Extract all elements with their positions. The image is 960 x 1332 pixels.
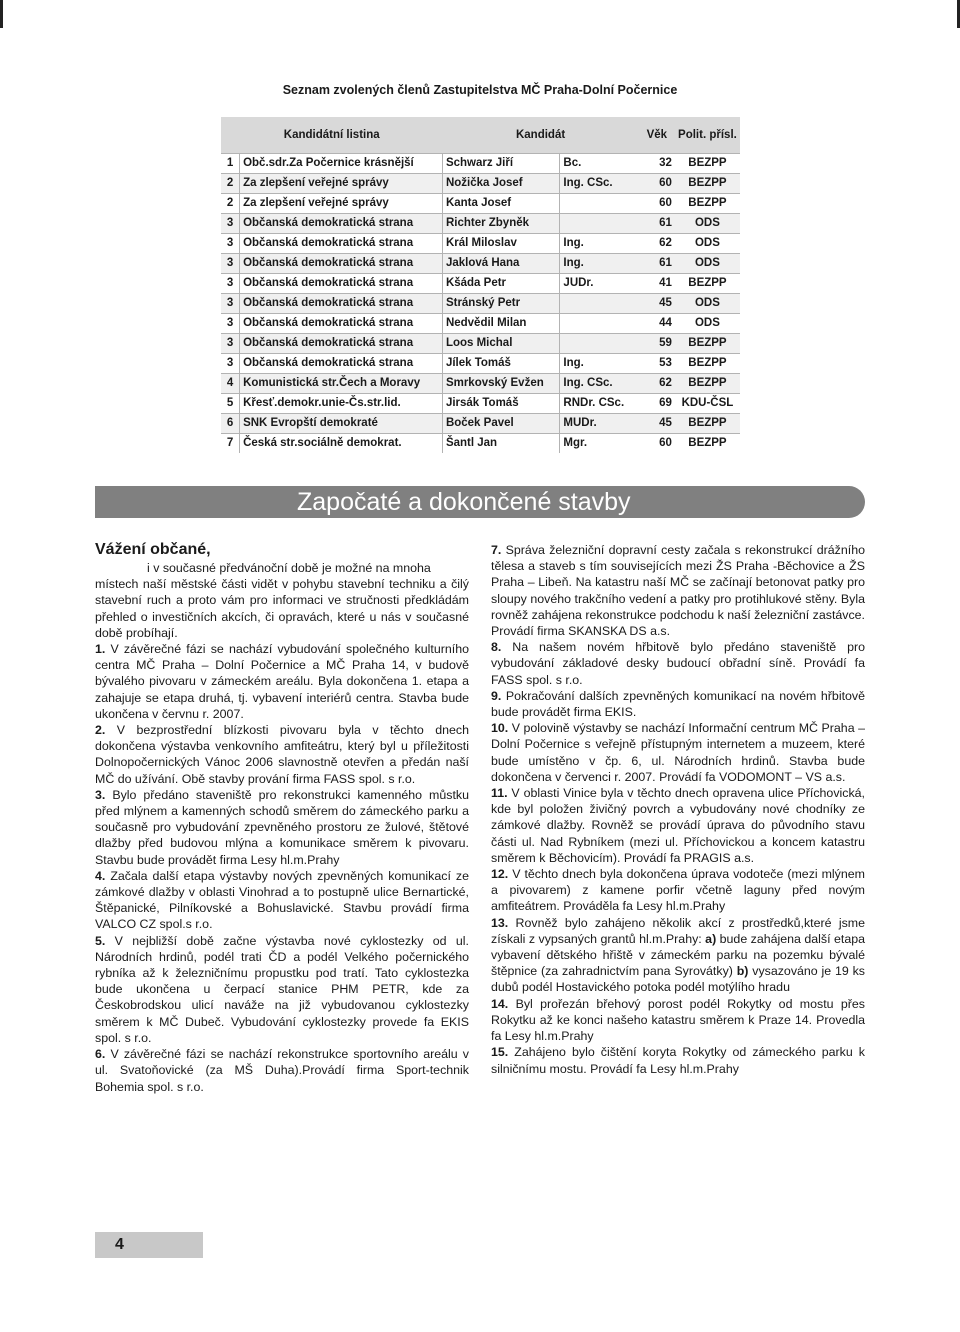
row-name: Jílek Tomáš <box>442 354 559 374</box>
item-number: 7. <box>491 543 502 557</box>
row-age: 59 <box>639 334 675 354</box>
item-text: Byl prořezán břehový porost podél Rokytky od mostu přes Rokytku až ke konci našeho katastru směrem k Praze 14. Provedla fa Lesy hl.m.Prahy <box>491 996 865 1044</box>
item-text: Začala další etapa výstavby nových zpevněných komunikací ze zámkové dlažby v oblasti Vinohrad a to postupně ulice Bernartické, Štěpanické, Pilníkovské a Bohuslavické. Stavbu provádí firma VALCO CZ spol.s r.o. <box>95 868 469 932</box>
item-number: 3. <box>95 787 106 802</box>
row-number: 4 <box>221 374 240 394</box>
row-age: 61 <box>639 214 675 234</box>
row-age: 61 <box>639 254 675 274</box>
row-party: ODS <box>675 314 740 334</box>
row-party: ODS <box>675 294 740 314</box>
row-age: 53 <box>639 354 675 374</box>
table-row <box>221 394 740 414</box>
row-number: 3 <box>221 314 240 334</box>
row-name: Smrkovský Evžen <box>442 374 559 394</box>
row-list: Za zlepšení veřejné správy <box>240 194 443 214</box>
article-item <box>491 1044 865 1076</box>
row-name: Kanta Josef <box>442 194 559 214</box>
table-row <box>221 414 740 434</box>
row-title <box>560 194 639 214</box>
row-name: Boček Pavel <box>442 414 559 434</box>
article-item <box>95 933 469 1046</box>
row-party: ODS <box>675 234 740 254</box>
row-name: Kšáda Petr <box>442 274 559 294</box>
row-party: BEZPP <box>675 414 740 434</box>
header-party: Polit. přísl. <box>675 117 740 154</box>
section-banner <box>95 486 865 518</box>
table-row <box>221 254 740 274</box>
greeting: Vážení občané, <box>95 541 211 558</box>
article-item <box>95 1046 469 1095</box>
table-row <box>221 374 740 394</box>
table-row <box>221 234 740 254</box>
item-number: 14. <box>491 996 509 1011</box>
row-party: BEZPP <box>675 374 740 394</box>
table-body <box>221 154 740 454</box>
row-name: Stránský Petr <box>442 294 559 314</box>
header-candidate: Kandidát <box>442 117 638 154</box>
row-name: Jaklová Hana <box>442 254 559 274</box>
item-text: Na našem novém hřbitově bylo předáno staveniště pro vybudování základové desky budoucí obřadní síně. Provádí fa FASS spol. s r.o. <box>491 640 865 687</box>
row-number: 7 <box>221 434 240 454</box>
table-row <box>221 194 740 214</box>
item-number: 5. <box>95 933 106 948</box>
row-party: BEZPP <box>675 354 740 374</box>
row-party: BEZPP <box>675 274 740 294</box>
row-name: Jirsák Tomáš <box>442 394 559 414</box>
item-text: V bezprostřední blízkosti pivovaru byla v těchto dnech dokončena výstavba venkovního amfiteátru, který byl u příležitosti Dolnopočernických Vánoc 2006 slavnostně otevřen a předán naší MČ do užívání. Obě stavby prování firma FASS spol. s r.o. <box>95 723 469 786</box>
article-item <box>491 639 865 688</box>
item-text: V závěrečné fázi se nachází rekonstrukce sportovního areálu v ul. Svatoňovické (za MŠ Duha).Provádí firma Sport-technik Bohemia spol. s r.o. <box>95 1047 469 1094</box>
item-text: V oblasti Vinice byla v těchto dnech opravena ulice Příchovická, kde byl položen živičný povrch a vybudovány nové chodníky ze zámkové dlažby. Rovněž se provádí úprava do původního stavu části ul. Nad Rybníkem (mezi ul. Příchovickou a koncem katastru směrem k Běchovicím). Provádí fa PRAGIS a.s. <box>491 786 865 865</box>
table-row <box>221 274 740 294</box>
row-party: BEZPP <box>675 154 740 174</box>
row-number: 3 <box>221 234 240 254</box>
row-age: 41 <box>639 274 675 294</box>
left-column <box>95 540 469 1095</box>
row-list: Občanská demokratická strana <box>240 214 443 234</box>
item-number: 10. <box>491 721 509 736</box>
row-name: Nožička Josef <box>442 174 559 194</box>
row-party: KDU-ČSL <box>675 394 740 414</box>
row-party: ODS <box>675 214 740 234</box>
row-party: ODS <box>675 254 740 274</box>
row-title: Mgr. <box>560 434 639 454</box>
article-item <box>491 866 865 915</box>
table-row <box>221 294 740 314</box>
header-list: Kandidátní listina <box>221 117 442 154</box>
row-name: Šantl Jan <box>442 434 559 454</box>
table-row <box>221 214 740 234</box>
item-text: V závěrečné fázi se nachází vybudování společného kulturního centra MČ Praha – Dolní Počernice a MČ Praha 14, v budově bývalého pivovaru v zámeckém areálu. Byla dokončena 1. etapa a zahajuje se etapa druhá, tj. vybavení interiérů centra. Stavba bude ukončena v červnu r. 2007. <box>95 642 469 721</box>
row-number: 3 <box>221 274 240 294</box>
row-name: Král Miloslav <box>442 234 559 254</box>
row-age: 62 <box>639 234 675 254</box>
article-item <box>491 720 865 785</box>
article-item <box>491 915 865 996</box>
row-title: Bc. <box>560 154 639 174</box>
row-number: 3 <box>221 354 240 374</box>
row-list: SNK Evropští demokraté <box>240 414 443 434</box>
right-column <box>491 542 865 1077</box>
article-item <box>491 542 865 639</box>
item-text: Správa železniční dopravní cesty začala s rekonstrukcí drážního tělesa a staveb s tím souvisejících mezi ŽS Praha -Běchovice a ŽS Praha – Libeň. Na katastru naší MČ se začínají betonovat patky pro sloupy nového trakčního vedení a patky pro protihlukové stěny. Byla rovněž zahájena rekonstrukce podchodu k naší železniční zastávce. Provádí firma SKANSKA DS a.s. <box>491 543 865 639</box>
row-title <box>560 334 639 354</box>
item-number: 2. <box>95 723 106 738</box>
item-number: 13. <box>491 915 509 930</box>
row-name: Nedvědil Milan <box>442 314 559 334</box>
row-title: JUDr. <box>560 274 639 294</box>
section-heading: Započaté a dokončené stavby <box>297 488 631 516</box>
table-row <box>221 174 740 194</box>
row-title: MUDr. <box>560 414 639 434</box>
article-item <box>491 688 865 720</box>
row-party: BEZPP <box>675 174 740 194</box>
document-title: Seznam zvolených členů Zastupitelstva MČ Praha-Dolní Počernice <box>282 83 678 97</box>
row-number: 3 <box>221 214 240 234</box>
item-sub-text: vysazováno je 19 ks dubů podél Hostavického potoka podél motýlího hradu <box>491 964 865 995</box>
table-row <box>221 314 740 334</box>
row-age: 60 <box>639 174 675 194</box>
row-title: Ing. CSc. <box>560 374 639 394</box>
row-list: Občanská demokratická strana <box>240 314 443 334</box>
row-list: Křesť.demokr.unie-Čs.str.lid. <box>240 394 443 414</box>
table-row <box>221 434 740 454</box>
row-title: Ing. <box>560 234 639 254</box>
item-text: Pokračování dalších zpevněných komunikací na novém hřbitově bude provádět firma EKIS. <box>491 688 865 720</box>
row-list: Občanská demokratická strana <box>240 274 443 294</box>
item-text: V těchto dnech byla dokončena úprava vodoteče (mezi mlýnem a pivovarem) z kamene porfir včetně laguny před novým amfiteátrem. Prováděla fa Lesy hl.m.Prahy <box>491 867 865 914</box>
page-number-box <box>95 1232 203 1258</box>
article-item <box>491 996 865 1045</box>
item-number: 1. <box>95 642 106 657</box>
article-item <box>95 722 469 787</box>
row-age: 60 <box>639 194 675 214</box>
row-age: 69 <box>639 394 675 414</box>
row-number: 2 <box>221 194 240 214</box>
left-items <box>95 641 469 1095</box>
row-list: Občanská demokratická strana <box>240 254 443 274</box>
row-list: Občanská demokratická strana <box>240 354 443 374</box>
members-table <box>221 117 740 453</box>
row-age: 44 <box>639 314 675 334</box>
row-party: BEZPP <box>675 194 740 214</box>
row-age: 32 <box>639 154 675 174</box>
row-age: 45 <box>639 414 675 434</box>
row-title <box>560 314 639 334</box>
item-number: 4. <box>95 868 106 883</box>
article-item <box>95 641 469 722</box>
row-number: 5 <box>221 394 240 414</box>
article-item <box>491 785 865 866</box>
page-number: 4 <box>115 1236 124 1253</box>
row-number: 1 <box>221 154 240 174</box>
row-list: Česká str.sociálně demokrat. <box>240 434 443 454</box>
row-title: RNDr. CSc. <box>560 394 639 414</box>
row-list: Občanská demokratická strana <box>240 334 443 354</box>
item-sub-label: b) <box>736 964 749 979</box>
row-list: Občanská demokratická strana <box>240 234 443 254</box>
row-age: 45 <box>639 294 675 314</box>
row-name: Richter Zbyněk <box>442 214 559 234</box>
item-number: 15. <box>491 1045 509 1060</box>
item-number: 12. <box>491 867 509 882</box>
row-number: 6 <box>221 414 240 434</box>
item-number: 6. <box>95 1047 106 1062</box>
row-list: Za zlepšení veřejné správy <box>240 174 443 194</box>
intro-text: místech naší městské části vidět v pohybu stavební techniku a čilý stavební ruch a proto vám pro informaci ve stručnosti předkládám přehled o investičních akcích, či opravách, které u nás v současné době probíhají. <box>95 577 469 640</box>
item-number: 11. <box>491 786 508 801</box>
crop-mark-top-left <box>0 0 3 28</box>
article-item <box>95 787 469 868</box>
item-number: 9. <box>491 688 502 703</box>
row-list: Občanská demokratická strana <box>240 294 443 314</box>
row-party: BEZPP <box>675 434 740 454</box>
table-row <box>221 154 740 174</box>
row-list: Obč.sdr.Za Počernice krásnější <box>240 154 443 174</box>
header-age: Věk <box>639 117 675 154</box>
item-number: 8. <box>491 640 502 655</box>
item-text: V polovině výstavby se nachází Informační centrum MČ Praha – Dolní Počernice s veřejně přístupným internetem a muzeem, které bude umístěno v čp. 6, ul. Národních hrdinů. Stavba bude dokončena v červenci r. 2007. Provádí fa VODOMONT – VS a.s. <box>491 721 865 784</box>
table-row <box>221 354 740 374</box>
item-sub-text: bude zahájena další etapa vybavení dětského hřiště v zámeckém parku na pozemku bývalé štěpnice (za zahradnictvím pana Syrovátky) <box>491 931 866 979</box>
row-title: Ing. <box>560 254 639 274</box>
row-title: Ing. CSc. <box>560 174 639 194</box>
row-title: Ing. <box>560 354 639 374</box>
row-age: 62 <box>639 374 675 394</box>
table-row <box>221 334 740 354</box>
item-text: Bylo předáno staveniště pro rekonstrukci kamenného můstku před mlýnem a kamenných schodů směrem do zámeckého parku a současně pro vybudování zpevněného prostoru ze žulové, štětové dlažby před budovou mlýna a komunikace směrem k pivovaru. Stavbu bude provádět firma Lesy hl.m.Prahy <box>95 787 469 867</box>
row-title <box>560 214 639 234</box>
table-header-row <box>221 117 740 154</box>
right-items <box>491 542 865 1077</box>
article-item <box>95 868 469 933</box>
row-name: Schwarz Jiří <box>442 154 559 174</box>
row-number: 3 <box>221 294 240 314</box>
row-title <box>560 294 639 314</box>
item-text: Zahájeno bylo čištění koryta Rokytky od zámeckého parku k silničnímu mostu. Provádí fa Lesy hl.m.Prahy <box>491 1045 865 1076</box>
intro-first-line: i v současné předvánoční době je možné na mnoha <box>147 561 431 575</box>
item-text: Rovněž bylo zahájeno několik akcí z prostředků,které jsme získali z vypsaných grantů hl.m.Prahy: <box>491 915 865 946</box>
row-number: 2 <box>221 174 240 194</box>
row-number: 3 <box>221 334 240 354</box>
row-number: 3 <box>221 254 240 274</box>
row-list: Komunistická str.Čech a Moravy <box>240 374 443 394</box>
row-party: BEZPP <box>675 334 740 354</box>
item-text: V nejbližší době začne výstavba nové cyklostezky od ul. Národních hrdinů, podél trati ČD a podél Velkého počernického rybníka až k železničnímu propustku pod tratí. Tato cyklostezka bude ukončena u čerpací stanice PHM PETR, kde za Českobrodskou ulicí naváže na již vybudovanou cyklostezky směrem k MČ Dubeč. Vybudování cyklostezky provede fa EKIS spol. s r.o. <box>95 933 469 1045</box>
item-sub-label: a) <box>705 931 717 946</box>
row-name: Loos Michal <box>442 334 559 354</box>
row-age: 60 <box>639 434 675 454</box>
